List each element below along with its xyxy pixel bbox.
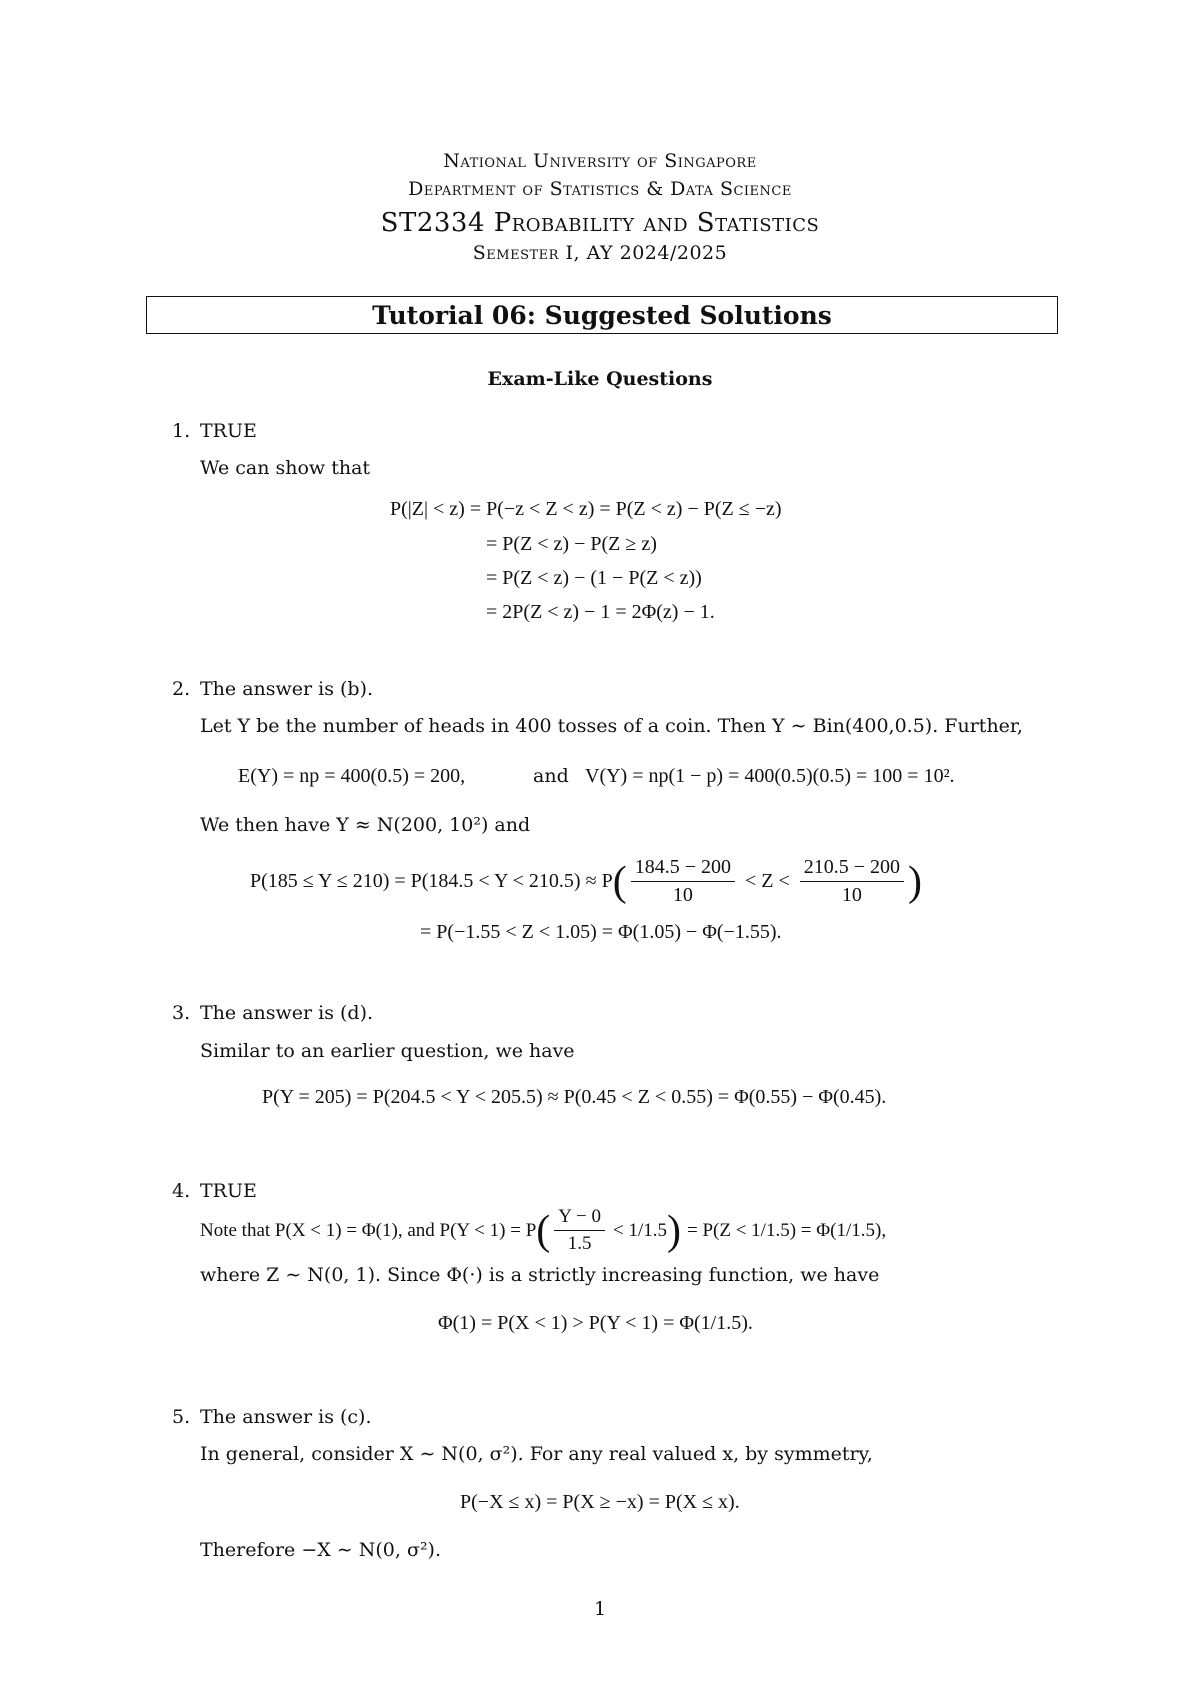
q2-eq-var: V(Y) = np(1 − p) = 400(0.5)(0.5) = 100 = 10². <box>585 765 955 787</box>
q4-line1-c: = P(Z < 1/1.5) = Φ(1/1.5), <box>687 1219 887 1241</box>
q4-fraction <box>554 1206 605 1255</box>
q2-frac1-den: 10 <box>672 884 693 906</box>
q3-number: 3. <box>172 1002 191 1024</box>
q2-fraction-1 <box>631 856 735 907</box>
right-paren: ) <box>908 858 923 905</box>
tutorial-title: Tutorial 06: Suggested Solutions <box>372 300 832 330</box>
q3-eq: P(Y = 205) = P(204.5 < Y < 205.5) ≈ P(0.45 < Z < 0.55) = Φ(0.55) − Φ(0.45). <box>262 1086 887 1108</box>
q2-fraction-2 <box>800 856 904 907</box>
department-name: Department of Statistics & Data Science <box>408 178 792 200</box>
q1-eq3: = P(Z < z) − (1 − P(Z < z)) <box>486 567 702 589</box>
page-number: 1 <box>593 1598 607 1620</box>
university-name: National University of Singapore <box>443 150 757 172</box>
q4-line1-b: < 1/1.5 <box>613 1219 667 1241</box>
q2-answer: The answer is (b). <box>200 678 374 700</box>
q2-frac2-num: 210.5 − 200 <box>800 856 904 882</box>
course-title: ST2334 Probability and Statistics <box>380 208 820 238</box>
q2-frac1-num: 184.5 − 200 <box>631 856 735 882</box>
q4-frac-num: Y − 0 <box>554 1206 605 1231</box>
q4-number: 4. <box>172 1180 191 1202</box>
q5-conclusion: Therefore −X ∼ N(0, σ²). <box>200 1539 442 1561</box>
q1-eq2: = P(Z < z) − P(Z ≥ z) <box>486 533 657 555</box>
q5-answer: The answer is (c). <box>200 1406 372 1428</box>
q2-eq-normal-approx <box>250 856 922 907</box>
q5-eq: P(−X ≤ x) = P(X ≥ −x) = P(X ≤ x). <box>460 1491 740 1513</box>
q4-frac-den: 1.5 <box>567 1233 592 1254</box>
q4-line2: where Z ∼ N(0, 1). Since Φ(·) is a strictly increasing function, we have <box>200 1264 880 1286</box>
q3-answer: The answer is (d). <box>200 1002 374 1024</box>
q2-eq-line2: = P(−1.55 < Z < 1.05) = Φ(1.05) − Φ(−1.55). <box>420 921 782 943</box>
q5-number: 5. <box>172 1406 191 1428</box>
q2-approx: We then have Y ≈ N(200, 10²) and <box>200 814 531 836</box>
left-paren: ( <box>536 1207 551 1254</box>
q4-eq: Φ(1) = P(X < 1) > P(Y < 1) = Φ(1/1.5). <box>438 1312 753 1334</box>
q2-intro: Let Y be the number of heads in 400 tosses of a coin. Then Y ∼ Bin(400,0.5). Further, <box>200 715 1023 737</box>
right-paren: ) <box>667 1207 681 1254</box>
q2-frac2-den: 10 <box>841 884 862 906</box>
q2-eq-lhs: P(185 ≤ Y ≤ 210) = P(184.5 < Y < 210.5) ≈ P <box>250 870 613 892</box>
q5-intro: In general, consider X ∼ N(0, σ²). For any real valued x, by symmetry, <box>200 1443 873 1465</box>
q4-line1-a: Note that P(X < 1) = Φ(1), and P(Y < 1) = P <box>200 1219 537 1241</box>
q2-eq-and: and <box>533 765 569 787</box>
section-heading: Exam-Like Questions <box>487 368 713 390</box>
q1-answer: TRUE <box>200 420 257 442</box>
q2-eq-mean: E(Y) = np = 400(0.5) = 200, <box>238 765 466 787</box>
q2-mid: < Z < <box>744 870 790 892</box>
q1-eq4: = 2P(Z < z) − 1 = 2Φ(z) − 1. <box>486 601 715 623</box>
q3-intro: Similar to an earlier question, we have <box>200 1040 575 1062</box>
q1-intro: We can show that <box>200 457 371 479</box>
left-paren: ( <box>612 858 627 905</box>
semester-label: Semester I, AY 2024/2025 <box>472 242 728 264</box>
q1-eq1: P(|Z| < z) = P(−z < Z < z) = P(Z < z) − P(Z ≤ −z) <box>390 498 782 520</box>
q2-number: 2. <box>172 678 191 700</box>
q4-answer: TRUE <box>200 1180 257 1202</box>
q4-line1 <box>200 1206 886 1255</box>
tutorial-title-box <box>146 296 1058 334</box>
q1-number: 1. <box>172 420 191 442</box>
